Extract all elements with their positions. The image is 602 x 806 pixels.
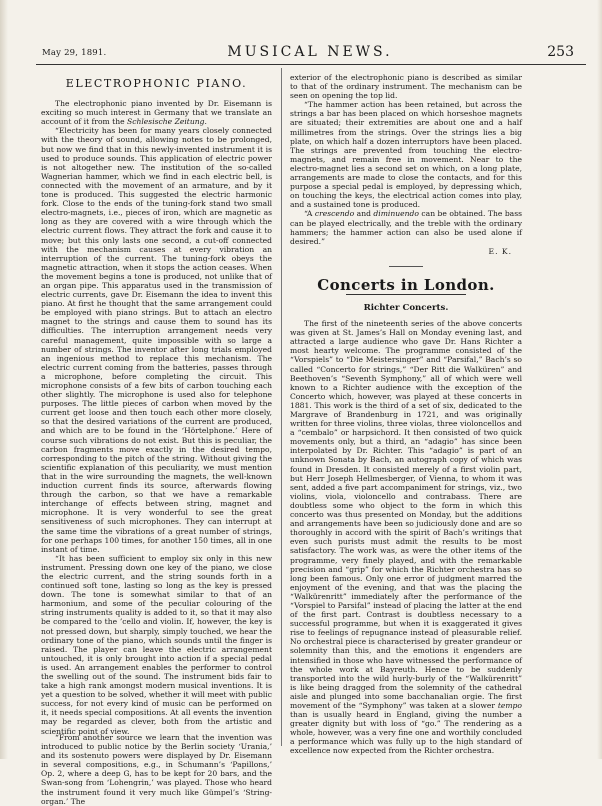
section-title: Concerts in London. [317,275,495,294]
page-spine-shadow [0,0,8,759]
right-column [290,73,522,756]
page-number: 253 [547,44,574,60]
publication-title: MUSICAL NEWS. [227,44,393,60]
issue-date: May 29, 1891. [42,48,107,58]
left-column [41,73,272,806]
article-title: ELECTROPHONIC PIANO. [65,77,248,90]
page-header [36,44,584,64]
article-intro: The electrophonic piano invented by Dr. Eisemann is exciting so much interest in Germany that we translate an account of it from the Schlesische Zeitung. [41,99,272,127]
article-paragraph: “Electricity has been for many years closely connected with the theory of sound, allowing notes to be prolonged, but now we find that in this newly-invented instrument it is used to produce sounds. This application of electric power is not altogether new. The institution of the so-called Wagnerian hammer, which we find in each electric bell, is connected with the movement of an armature, and by it tone is produced. This suggested the electric harmonic fork. Close to the ends of the tuning-fork stand two small electro-magnets, i.e., pieces of iron, which are magnetic as long as they are covered with a wire through which the electric current flows. They attract the fork and cause it to move; but this only lasts one second, a cut-off connected with the mechanism causes at every vibration an interruption of the current. The tuning-fork obeys the magnetic attraction, when it stops the action ceases. When the movement begins a tone is produced, not unlike that of an organ pipe. This apparatus used in the transmission of electric currents, gave Dr. Eisemann the idea to invent this piano. At first he thought that the same arrangement could be employed with piano strings. But to attach an electro magnet to the strings and cause them to sound has its difficulties. The interruption arrangement needs very careful management, quite impossible with so large a number of strings. The inventor after long trials employed an ingenious method to replace this mechanism. The electric current coming from the batteries, passes through a microphone, before completing the circuit. This microphone consists of a few bits of carbon touching each other slightly. The microphone is used also for telephone purposes. The little pieces of carbon when moved by the current get loose and then touch each other more closely, so that the desired variations of the current are produced, and which are to be found in the ‘Hörtelphone.’ Here of course such vibrations do not exist. But this is peculiar, the carbon fragments move exactly in the desired tempo, corresponding to the pitch of the string. Without giving the scientific explanation of this peculiarity, we must mention that in the wire surrounding the magnets, the well-known induction current finds its source, afterwards flowing through the carbon, so that we have a remarkable interchange of effects between string, magnet and microphone. It is very wonderful to see the great sensitiveness of such microphones. They can interrupt at the same time the vibrations of a great number of strings, for one perhaps 100 times, for another 150 times, all in one instant of time. [41,126,272,554]
article-paragraph: “It has been sufficient to employ six only in this new instrument. Pressing down one key of the piano, we close the electric current, and the string sounds forth in a continued soft tone, lasting so long as the key is pressed down. The tone is somewhat similar to that of an harmonium, and some of the peculiar colouring of the string instruments quality is added to it, so that it may also be compared to the ’cello and violin. If, however, the key is not pressed down, but sharply, simply touched, we hear the ordinary tone of the piano, which sounds until the finger is raised. The player can leave the electric arrangement untouched, it is only brought into action if a special pedal is used. An arrangement enables the performer to control the swelling out of the sound. The instrument bids fair to take a high rank amongst modern musical inventions. It is yet a question to be solved, whether it will meet with public success, for not every kind of music can be performed on it, it needs special compositions. At all events the invention may be regarded as clever, both from the artistic and scientific point of view. [41,553,272,736]
section-divider [389,266,423,267]
article-subtitle: Richter Concerts. [363,302,449,313]
article-paragraph: “A crescendo and diminuendo can be obtained. The bass can be played electrically, and the treble with the ordinary hammers; the hammer action can also be used alone if desired.” [290,209,523,246]
source-title: Schlesische Zeitung [127,117,205,127]
article-paragraph: “The hammer action has been retained, but across the strings a bar has been placed on which horseshoe magnets are situated; their extremities are about one and a half millimetres from the strings. Over the strings lies a big plate, on which half a dozen interruptors have been placed. The strings are prevented from touching the electro-magnets, and remain free in movement. Near to the electro-magnet lies a second set on which, on a long plate, arrangements are made to close the contacts, and for this purpose a special pedal is employed, by depressing which, on touching the keys, the electrical action comes into play, and a sustained tone is produced. [290,100,522,210]
column-divider [281,68,282,746]
author-signature: E. K. [488,246,512,256]
page-edge-shadow [597,0,602,759]
article-body: The first of the nineteenth series of the above concerts was given at St. James’s Hall on Monday evening last, and attracted a large audience who gave Dr. Hans Richter a most hearty welcome. The programme consisted of the “Vorspiels” to “Die Meistersinger” and “Parsifal,” Bach’s so called “Concerto for strings,” “Der Ritt die Walküren” and Beethoven’s “Seventh Symphony,” all of which were well known to a Richter audience with the exception of the Concerto which, however, was played at these concerts in 1881. This work is the third of a set of six, dedicated to the Margrave of Brandenburg in 1721, and was originally written for three violins, three violas, three violoncellos and a “cembalo” or harpsichord. It then consisted of two quick movements only, but a third, an “adagio” has since been interpolated by Dr. Richter. This “adagio” is part of an unknown Sonata by Bach, an autograph copy of which was found in Dresden. It consisted merely of a first violin part, but Herr Joseph Hellmesberger, of Vienna, to whom it was sent, added a five part accompaniment for strings, viz., two violins, viola, violoncello and contrabass. There are doubtless some who object to the form in which this concerto was thus presented on Monday, but the additions and arrangements have been so judiciously done and are so thoroughly in accord with the spirit of Bach’s writings that even such purists must admit the results to be most satisfactory. The work was, as were the other items of the programme, very finely played, and with the remarkable precision and “grip” for which the Richter orchestra has so long been famous. Only one error of judgment marred the enjoyment of the evening, and that was the placing the “Walkürenritt” immediately after the performance of the “Vorspiel to Parsifal” instead of placing the latter at the end of the first part. Contrast is doubtless necessary to a successful programme, but when it is exaggerated it gives rise to feelings of repugnance instead of pleasurable relief. No orchestral piece is characterised by greater grandeur or solemnity than this, and the emotions it engenders are intensified in those who have witnessed the performance of the whole work at Bayreuth. Hence to be suddenly transported into the wild hurly-burly of the “Walkürenritt” is like being dragged from the solemnity of the cathedral aisle and plunged into some bacchanalian orgie. The first movement of the “Symphony” was taken at a slower tempo than is usually heard in England, giving the number a greater dignity but with loss of “go.” The rendering as a whole, however, was a very fine one and worthily concluded a performance which was fully up to the high standard of excellence now expected from the Richter orchestra. [290,319,522,756]
header-rule [36,64,586,65]
section-title-underline [346,294,466,295]
article-paragraph: exterior of the electrophonic piano is described as similar to that of the ordinary instrument. The mechanism can be seen on opening the top lid. [290,73,522,101]
article-paragraph: “From another source we learn that the invention was introduced to public notice by the Berlin society ‘Urania,’ and its sostenuto powers were displayed by Dr. Eisemann in several compositions, e.g., in Schumann’s ‘Papillons,’ Op. 2, where a deep G, has to be kept for 20 bars, and the Swan-song from ‘Lohengrin,’ was played. Those who heard the instrument found it very much like Gümpel’s ‘String-organ.’ The [41,733,272,806]
